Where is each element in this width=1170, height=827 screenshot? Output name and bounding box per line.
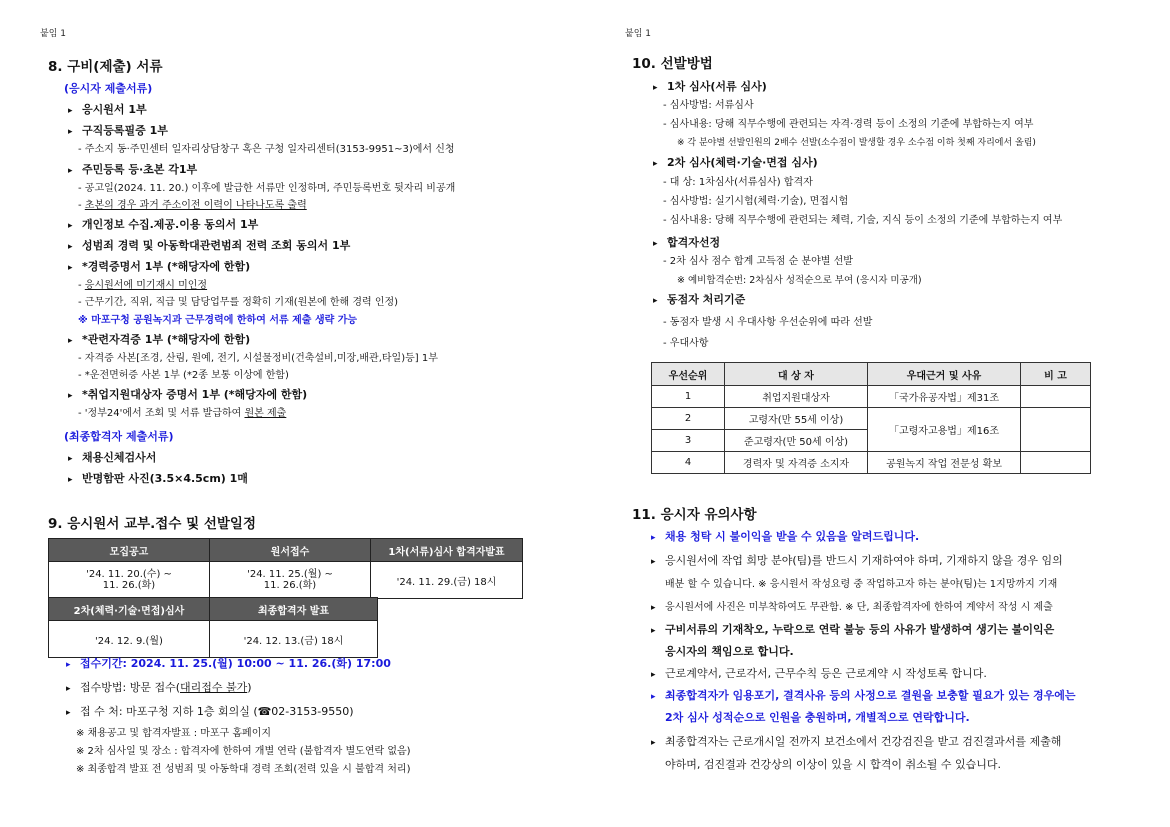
table-header: 우선순위	[652, 363, 725, 386]
doc-item: ▸ 반명함판 사진(3.5×4.5cm) 1매	[68, 472, 248, 487]
doc-item: ▸ *취업지원대상자 증명서 1부 (*해당자에 한함)	[68, 388, 307, 403]
doc-item: ▸ 구직등록필증 1부	[68, 124, 168, 139]
caution-item: ▸ 응시원서에 작업 희망 분야(팀)를 반드시 기재하여야 하며, 기재하지 않을 경우 임의	[651, 554, 1063, 569]
selection-step: ▸ 동점자 처리기준	[653, 293, 745, 308]
doc-item: ▸ 개인정보 수집.제공.이용 동의서 1부	[68, 218, 258, 233]
doc-item: ▸ 채용신체검사서	[68, 451, 156, 466]
caution-item: ▸ 응시원서에 사진은 미부착하여도 무관함. ※ 단, 최종합격자에 한하여 계약서 작성 시 제출	[651, 601, 1053, 615]
table-cell: 2	[652, 408, 725, 430]
table-cell: 1	[652, 386, 725, 408]
doc-item: ▸ 성범죄 경력 및 아동학대관련범죄 전력 조회 동의서 1부	[68, 239, 350, 254]
attachment-tag: 붙임 1	[625, 29, 651, 39]
doc-detail: - '정부24'에서 조회 및 서류 발급하여 원본 제출	[78, 408, 287, 419]
table-header: 우대근거 및 사유	[868, 363, 1021, 386]
table-cell: '24. 11. 25.(월) ~ 11. 26.(화)	[210, 562, 371, 599]
step-detail: - 심사내용: 당해 직무수행에 관련되는 자격·경력 등이 소정의 기준에 부합하는지 여부	[663, 119, 1034, 130]
schedule-note: ※ 채용공고 및 합격자발표 : 마포구 홈페이지	[76, 728, 272, 739]
doc-detail: - 근무기간, 직위, 직급 및 담당업무를 정확히 기재(원본에 한해 경력 인정)	[78, 297, 399, 308]
step-detail: - 대 상: 1차심사(서류심사) 합격자	[663, 177, 813, 188]
doc-item: ▸ 주민등록 등·초본 각1부	[68, 163, 197, 178]
caution-item: ▸ 채용 청탁 시 불이익을 받을 수 있음을 알려드립니다.	[651, 530, 919, 545]
table-cell: '24. 12. 9.(월)	[49, 621, 210, 658]
doc-detail: - 공고일(2024. 11. 20.) 이후에 발급한 서류만 인정하며, 주민등록번호 뒷자리 비공개	[78, 183, 456, 194]
right-page	[585, 0, 1170, 827]
schedule-table-1	[48, 538, 523, 599]
table-header: 최종합격자 발표	[210, 598, 378, 621]
table-header: 2차(체력·기술·면접)심사	[49, 598, 210, 621]
doc-detail: - 응시원서에 미기재시 미인정	[78, 280, 208, 291]
table-header: 대 상 자	[725, 363, 868, 386]
schedule-note: ※ 최종합격 발표 전 성범죄 및 아동학대 경력 조회(전력 있을 시 불합격 처리)	[76, 764, 411, 775]
table-header: 1차(서류)심사 합격자발표	[371, 539, 523, 562]
table-row	[652, 386, 1091, 408]
table-row	[652, 408, 1091, 430]
step-detail: - 심사내용: 당해 직무수행에 관련되는 체력, 기술, 지식 등이 소정의 기준에 부합하는지 여부	[663, 215, 1063, 226]
table-cell: 4	[652, 452, 725, 474]
applicant-docs-heading: (응시자 제출서류)	[64, 82, 153, 95]
caution-item-cont: 야하며, 검진결과 건강상의 이상이 있을 시 합격이 취소될 수 있습니다.	[665, 758, 1001, 771]
table-header: 모집공고	[49, 539, 210, 562]
table-row	[652, 452, 1091, 474]
step-note: ※ 예비합격순번: 2차심사 성적순으로 부여 (응시자 미공개)	[677, 275, 922, 286]
doc-detail: - 주소지 동·주민센터 일자리상담창구 혹은 구청 일자리센터(3153-9951~3)에서 신청	[78, 144, 455, 155]
table-cell: 「고령자고용법」제16조	[868, 408, 1021, 452]
caution-item: ▸ 최종합격자는 근로개시일 전까지 보건소에서 건강검진을 받고 검진결과서를 제출해	[651, 735, 1061, 750]
table-cell: '24. 12. 13.(금) 18시	[210, 621, 378, 658]
doc-item: ▸ 응시원서 1부	[68, 103, 147, 118]
doc-item: ▸ *관련자격증 1부 (*해당자에 한함)	[68, 333, 250, 348]
table-header: 원서접수	[210, 539, 371, 562]
step-detail: - 2차 심사 점수 합계 고득점 순 분야별 선발	[663, 256, 853, 267]
section-11-title: 11. 응시자 유의사항	[632, 507, 757, 523]
doc-note: ※ 마포구청 공원녹지과 근무경력에 한하여 서류 제출 생략 가능	[78, 315, 358, 326]
table-cell: 공원녹지 작업 전문성 확보	[868, 452, 1021, 474]
table-cell: '24. 11. 29.(금) 18시	[371, 562, 523, 599]
caution-item: ▸ 구비서류의 기재착오, 누락으로 연락 불능 등의 사유가 발생하여 생기는 불이익은	[651, 623, 1054, 638]
table-header: 비 고	[1021, 363, 1091, 386]
caution-item: ▸ 근로계약서, 근로각서, 근무수칙 등은 근로계약 시 작성토록 합니다.	[651, 667, 987, 682]
step-detail: - 심사방법: 실기시험(체력·기술), 면접시험	[663, 196, 849, 207]
table-cell	[1021, 386, 1091, 408]
receipt-place: ▸ 접 수 처: 마포구청 지하 1층 회의실 (☎02-3153-9550)	[66, 705, 354, 720]
step-detail: - 심사방법: 서류심사	[663, 100, 754, 111]
caution-item: ▸ 최종합격자가 임용포기, 결격사유 등의 사정으로 결원을 보충할 필요가 있는 경우에는	[651, 689, 1076, 704]
selection-step: ▸ 합격자선정	[653, 236, 720, 251]
step-detail: - 우대사항	[663, 338, 709, 349]
doc-detail: - *운전면허증 사본 1부 (*2종 보통 이상에 한함)	[78, 370, 289, 381]
table-cell: 3	[652, 430, 725, 452]
table-cell: 취업지원대상자	[725, 386, 868, 408]
caution-item-cont: 배분 할 수 있습니다. ※ 응시원서 작성요령 중 작업하고자 하는 분야(팀)는 1지망까지 기재	[665, 579, 1058, 590]
step-note: ※ 각 분야별 선발인원의 2배수 선발(소수점이 발생할 경우 소수점 이하 첫째 자리에서 올림)	[677, 138, 1036, 148]
table-cell	[1021, 452, 1091, 474]
table-cell: 경력자 및 자격증 소지자	[725, 452, 868, 474]
section-10-title: 10. 선발방법	[632, 56, 713, 72]
final-docs-heading: (최종합격자 제출서류)	[64, 430, 174, 443]
step-detail: - 동점자 발생 시 우대사항 우선순위에 따라 선발	[663, 317, 873, 328]
doc-detail: - 자격증 사본[조경, 산림, 원예, 전기, 시설물정비(건축설비,미장,배관,타일)등] 1부	[78, 353, 438, 364]
caution-item-cont: 2차 심사 성적순으로 인원을 충원하며, 개별적으로 연락합니다.	[665, 711, 970, 724]
selection-step: ▸ 2차 심사(체력·기술·면접 심사)	[653, 156, 818, 171]
receipt-method: ▸ 접수방법: 방문 접수(대리접수 불가)	[66, 681, 252, 696]
table-cell	[1021, 408, 1091, 452]
table-cell: 준고령자(만 50세 이상)	[725, 430, 868, 452]
section-9-title: 9. 응시원서 교부.접수 및 선발일정	[48, 516, 256, 532]
schedule-note: ※ 2차 심사일 및 장소 : 합격자에 한하여 개별 연락 (불합격자 별도연락 없음)	[76, 746, 411, 757]
table-cell: 「국가유공자법」제31조	[868, 386, 1021, 408]
attachment-tag: 붙임 1	[40, 29, 66, 39]
receipt-period: ▸ 접수기간: 2024. 11. 25.(월) 10:00 ~ 11. 26.(화) 17:00	[66, 657, 391, 672]
caution-item-cont: 응시자의 책임으로 합니다.	[665, 645, 794, 658]
doc-detail: - 초본의 경우 과거 주소이전 이력이 나타나도록 출력	[78, 200, 307, 211]
section-8-title: 8. 구비(제출) 서류	[48, 59, 163, 75]
priority-table	[651, 362, 1091, 474]
table-cell: '24. 11. 20.(수) ~ 11. 26.(화)	[49, 562, 210, 599]
doc-item: ▸ *경력증명서 1부 (*해당자에 한함)	[68, 260, 250, 275]
selection-step: ▸ 1차 심사(서류 심사)	[653, 80, 767, 95]
table-cell: 고령자(만 55세 이상)	[725, 408, 868, 430]
schedule-table-2	[48, 597, 378, 658]
